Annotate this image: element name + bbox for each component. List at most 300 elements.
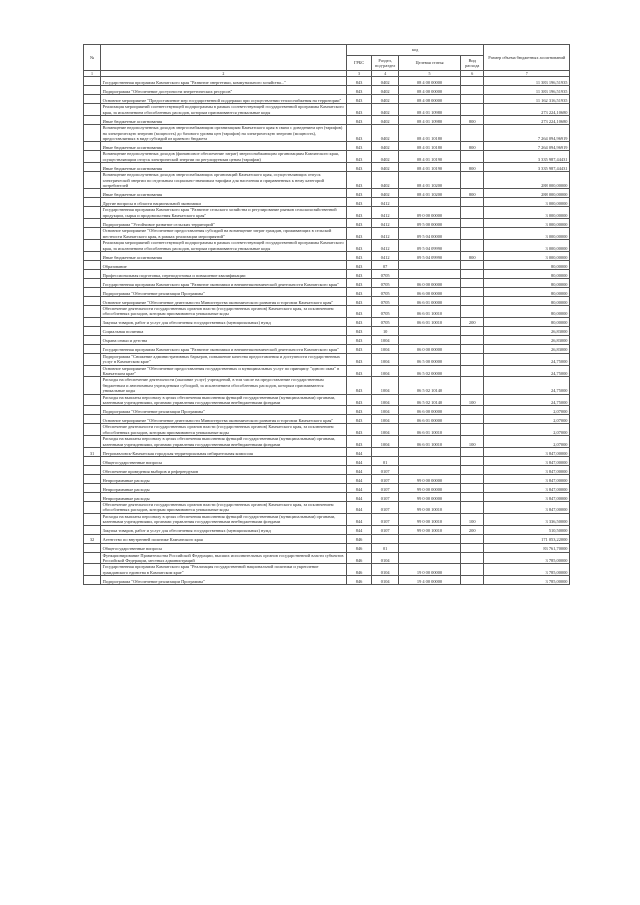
table-row — [84, 493, 570, 502]
row-expense-type — [460, 86, 484, 95]
row-target-article: 06 6 01 00000 — [399, 415, 461, 424]
table-row — [84, 353, 570, 365]
row-razdel: 0107 — [372, 513, 399, 525]
row-expense-type — [460, 564, 484, 576]
row-target-article: 08 4 01 10980 — [399, 116, 461, 125]
row-amount: 26,83000 — [484, 326, 570, 335]
row-razdel: 0412 — [372, 228, 399, 240]
row-amount: 3 336,50000 — [484, 513, 570, 525]
row-grbs: 844 — [346, 475, 372, 484]
row-name: Образование — [101, 260, 347, 269]
row-number — [84, 326, 101, 335]
row-number — [84, 525, 101, 534]
table-row — [84, 278, 570, 287]
row-target-article: 08 4 00 00000 — [399, 86, 461, 95]
row-target-article: 06 5 02 00000 — [399, 365, 461, 377]
row-name: Непрограммные расходы — [101, 484, 347, 493]
row-number: 31 — [84, 448, 101, 457]
budget-rows — [84, 77, 570, 585]
row-grbs: 843 — [346, 251, 372, 260]
row-target-article — [399, 448, 461, 457]
row-amount: 7 264 094,96919 — [484, 125, 570, 142]
row-name: Реализация мероприятий соответствующей подпрограммы в рамках соответствующей государственной программы Камчатского края, за исключением обособленных расходов, которым присваиваются уникальные коды — [101, 240, 347, 252]
row-number — [84, 513, 101, 525]
row-razdel: 1004 — [372, 436, 399, 448]
row-number — [84, 251, 101, 260]
row-amount: 171 053,22000 — [484, 534, 570, 543]
table-row — [84, 189, 570, 198]
row-grbs: 844 — [346, 513, 372, 525]
row-target-article: 06 0 00 00000 — [399, 278, 461, 287]
row-amount: 26,83000 — [484, 335, 570, 344]
row-grbs: 843 — [346, 326, 372, 335]
row-name: Подпрограмма "Обеспечение реализации Программы" — [101, 576, 347, 585]
row-amount: 3 847,00000 — [484, 448, 570, 457]
row-number — [84, 576, 101, 585]
table-row — [84, 552, 570, 564]
table-row — [84, 436, 570, 448]
row-name: Иные бюджетные ассигнования — [101, 116, 347, 125]
row-amount: 3 335 987,44431 — [484, 163, 570, 172]
row-grbs: 843 — [346, 278, 372, 287]
row-number — [84, 172, 101, 189]
table-row — [84, 116, 570, 125]
header-row-top — [84, 45, 570, 56]
row-number — [84, 207, 101, 219]
row-razdel: 0104 — [372, 576, 399, 585]
row-amount: 24,75000 — [484, 365, 570, 377]
row-number — [84, 77, 101, 86]
row-razdel — [372, 448, 399, 457]
row-target-article: 06 6 01 10010 — [399, 317, 461, 326]
index-cell: 2 — [101, 71, 347, 77]
table-row — [84, 484, 570, 493]
row-amount: 2,07000 — [484, 415, 570, 424]
row-grbs: 843 — [346, 163, 372, 172]
header-cs: Целевая статья — [399, 56, 461, 71]
row-target-article: 06 5 00 00000 — [399, 353, 461, 365]
row-target-article — [399, 534, 461, 543]
row-grbs: 843 — [346, 142, 372, 151]
row-razdel: 0412 — [372, 207, 399, 219]
index-cell: 1 — [84, 71, 101, 77]
row-amount: 3 000,00000 — [484, 251, 570, 260]
row-target-article: 06 5 02 10140 — [399, 377, 461, 394]
row-target-article: 09 5 04 09990 — [399, 240, 461, 252]
row-razdel: 0402 — [372, 77, 399, 86]
table-row — [84, 543, 570, 552]
row-grbs: 844 — [346, 448, 372, 457]
row-razdel: 0402 — [372, 172, 399, 189]
table-row — [84, 448, 570, 457]
row-target-article: 99 0 00 10010 — [399, 525, 461, 534]
row-grbs: 843 — [346, 377, 372, 394]
row-amount: 273 224,10680 — [484, 104, 570, 116]
table-row — [84, 335, 570, 344]
row-number — [84, 436, 101, 448]
row-name: Государственная программа Камчатского края "Реализация государственной национальной политики и укрепление гражданского единства в Камчатском крае" — [101, 564, 347, 576]
row-amount: 3 847,00000 — [484, 475, 570, 484]
row-expense-type — [460, 296, 484, 305]
row-expense-type — [460, 484, 484, 493]
row-grbs: 843 — [346, 344, 372, 353]
row-grbs: 843 — [346, 104, 372, 116]
table-row — [84, 287, 570, 296]
table-row — [84, 219, 570, 228]
row-amount: 24,75000 — [484, 353, 570, 365]
row-expense-type — [460, 219, 484, 228]
row-razdel: 0107 — [372, 466, 399, 475]
row-expense-type: 800 — [460, 251, 484, 260]
row-name: Обеспечение деятельности государственных органов власти (государственных органов) Камчатского края, за исключением обособленных расходов, которым присваиваются уникальные коды — [101, 424, 347, 436]
row-razdel: 0107 — [372, 525, 399, 534]
row-amount: 80,00000 — [484, 296, 570, 305]
row-number — [84, 484, 101, 493]
row-expense-type — [460, 305, 484, 317]
row-amount: 80,00000 — [484, 269, 570, 278]
row-target-article: 99 0 00 10010 — [399, 513, 461, 525]
row-grbs: 843 — [346, 116, 372, 125]
row-target-article — [399, 260, 461, 269]
header-vr: Вид расхода — [460, 56, 484, 71]
row-amount: 3 847,00000 — [484, 466, 570, 475]
row-number — [84, 415, 101, 424]
row-grbs: 843 — [346, 189, 372, 198]
row-expense-type — [460, 448, 484, 457]
row-expense-type — [460, 466, 484, 475]
table-row — [84, 326, 570, 335]
row-razdel: 0402 — [372, 116, 399, 125]
row-expense-type — [460, 95, 484, 104]
row-number — [84, 457, 101, 466]
row-target-article: 08 4 01 10980 — [399, 104, 461, 116]
row-target-article: 08 4 01 10190 — [399, 163, 461, 172]
table-row — [84, 207, 570, 219]
row-amount: 3 000,00000 — [484, 198, 570, 207]
row-grbs: 843 — [346, 198, 372, 207]
index-cell: 6 — [460, 71, 484, 77]
row-target-article: 19 4 00 00000 — [399, 576, 461, 585]
row-target-article — [399, 466, 461, 475]
row-name: Закупка товаров, работ и услуг для обеспечения государственных (муниципальных) нужд — [101, 525, 347, 534]
row-grbs: 843 — [346, 207, 372, 219]
row-expense-type — [460, 260, 484, 269]
table-row — [84, 163, 570, 172]
row-number — [84, 116, 101, 125]
row-razdel: 1004 — [372, 377, 399, 394]
row-number — [84, 317, 101, 326]
row-expense-type — [460, 502, 484, 514]
row-name: Государственная программа Камчатского края "Развитие экономики и внешнеэкономической деятельности Камчатского края" — [101, 278, 347, 287]
row-expense-type — [460, 207, 484, 219]
header-grbs: ГРБС — [346, 56, 372, 71]
row-grbs: 843 — [346, 394, 372, 406]
row-expense-type — [460, 406, 484, 415]
row-razdel: 0402 — [372, 151, 399, 163]
row-expense-type: 200 — [460, 317, 484, 326]
table-row — [84, 525, 570, 534]
row-name: Обеспечение деятельности государственных органов власти (государственных органов) Камчатского края, за исключением обособленных расходов, которым присваиваются уникальные коды — [101, 502, 347, 514]
row-grbs: 843 — [346, 365, 372, 377]
row-expense-type — [460, 77, 484, 86]
row-grbs: 843 — [346, 86, 372, 95]
row-target-article: 08 4 01 10200 — [399, 189, 461, 198]
row-razdel: 0107 — [372, 502, 399, 514]
row-name: Профессиональная подготовка, переподготовка и повышение квалификации — [101, 269, 347, 278]
row-razdel: 0104 — [372, 552, 399, 564]
row-name: Основное мероприятие "Обеспечение предоставления государственных и муниципальных услуг по принципу "одного окна" в Камчатском крае" — [101, 365, 347, 377]
row-target-article: 99 0 00 00000 — [399, 475, 461, 484]
table-row — [84, 502, 570, 514]
row-razdel: 0402 — [372, 163, 399, 172]
row-name: Социальная политика — [101, 326, 347, 335]
table-row — [84, 86, 570, 95]
row-name: Обеспечение проведения выборов и референдумов — [101, 466, 347, 475]
row-name: Другие вопросы в области национальной экономики — [101, 198, 347, 207]
row-razdel: 1004 — [372, 406, 399, 415]
row-name: Функционирование Правительства Российской Федерации, высших исполнительных органов государственной власти субъектов Российской Федерации, местных администраций — [101, 552, 347, 564]
table-row — [84, 77, 570, 86]
row-number — [84, 344, 101, 353]
row-amount: 80,00000 — [484, 317, 570, 326]
index-cell: 7 — [484, 71, 570, 77]
index-cell: 4 — [372, 71, 399, 77]
table-row — [84, 564, 570, 576]
budget-table — [83, 44, 570, 585]
row-number — [84, 305, 101, 317]
table-row — [84, 305, 570, 317]
row-amount: 510,50000 — [484, 525, 570, 534]
table-row — [84, 394, 570, 406]
row-target-article: 06 5 02 10140 — [399, 394, 461, 406]
row-amount: 288 000,00000 — [484, 189, 570, 198]
row-expense-type — [460, 104, 484, 116]
row-name: Государственная программа Камчатского края "Развитие сельского хозяйства и регулирование рынков сельскохозяйственной продукции, сырья и продовольствия Камчатского края" — [101, 207, 347, 219]
row-name: Петропавловск-Камчатская городская территориальная избирательная комиссия — [101, 448, 347, 457]
row-grbs: 843 — [346, 406, 372, 415]
row-amount: 3 785,00000 — [484, 576, 570, 585]
row-expense-type — [460, 552, 484, 564]
row-number — [84, 151, 101, 163]
row-name: Иные бюджетные ассигнования — [101, 142, 347, 151]
row-target-article — [399, 198, 461, 207]
table-row — [84, 457, 570, 466]
row-razdel: 0107 — [372, 484, 399, 493]
row-name: Возмещение недополученных доходов энергоснабжающих организаций Камчатского края, осуществляющих отпуск электрической энергии по отдельным социально-значимым тарифам для населения и приравненных к нему категорий потребителей — [101, 172, 347, 189]
table-row — [84, 142, 570, 151]
table-row — [84, 228, 570, 240]
row-name: Государственная программа Камчатского края "Развитие экономики и внешнеэкономической деятельности Камчатского края" — [101, 344, 347, 353]
row-razdel: 01 — [372, 457, 399, 466]
row-name: Общегосударственные вопросы — [101, 543, 347, 552]
row-expense-type: 800 — [460, 163, 484, 172]
row-expense-type — [460, 475, 484, 484]
row-amount: 273 224,10680 — [484, 116, 570, 125]
budget-table-sheet — [83, 44, 570, 585]
row-razdel: 1004 — [372, 424, 399, 436]
row-number — [84, 189, 101, 198]
row-name: Основное мероприятие "Предоставление мер государственной поддержки при осуществлении теплоснабжения на территории" — [101, 95, 347, 104]
row-name: Расходы на выплаты персоналу в целях обеспечения выполнения функций государственными (муниципальными) органами, казенными учреждениями, органами управления государственными внебюджетными фондами — [101, 513, 347, 525]
row-number — [84, 564, 101, 576]
row-razdel: 0107 — [372, 475, 399, 484]
row-grbs: 844 — [346, 457, 372, 466]
row-amount: 11 383 196,51935 — [484, 77, 570, 86]
row-grbs: 843 — [346, 219, 372, 228]
row-grbs: 843 — [346, 415, 372, 424]
row-razdel: 0402 — [372, 104, 399, 116]
table-row — [84, 576, 570, 585]
row-name: Иные бюджетные ассигнования — [101, 189, 347, 198]
index-cell: 3 — [346, 71, 372, 77]
row-expense-type — [460, 457, 484, 466]
row-target-article: 09 5 04 09990 — [399, 251, 461, 260]
row-razdel: 0705 — [372, 296, 399, 305]
row-razdel: 0104 — [372, 564, 399, 576]
table-row — [84, 95, 570, 104]
table-row — [84, 104, 570, 116]
row-grbs: 843 — [346, 151, 372, 163]
row-grbs: 843 — [346, 353, 372, 365]
row-name: Подпрограмма "Снижение административных барьеров, повышение качества предоставления и доступности государственных услуг в Камчатском крае" — [101, 353, 347, 365]
row-name: Подпрограмма "Обеспечение реализации Программы" — [101, 287, 347, 296]
row-razdel: 0402 — [372, 125, 399, 142]
table-row — [84, 513, 570, 525]
row-razdel: 01 — [372, 543, 399, 552]
table-row — [84, 317, 570, 326]
row-grbs: 846 — [346, 552, 372, 564]
row-number — [84, 365, 101, 377]
row-number — [84, 125, 101, 142]
table-row — [84, 365, 570, 377]
row-target-article — [399, 552, 461, 564]
row-expense-type — [460, 240, 484, 252]
row-razdel: 0412 — [372, 251, 399, 260]
row-amount: 3 000,00000 — [484, 207, 570, 219]
row-number — [84, 475, 101, 484]
row-amount: 3 000,00000 — [484, 240, 570, 252]
row-grbs: 846 — [346, 543, 372, 552]
row-expense-type — [460, 365, 484, 377]
row-number — [84, 278, 101, 287]
row-amount: 80,00000 — [484, 278, 570, 287]
row-name: Возмещение недополученных доходов энергоснабжающим организациям Камчатского края в связи с доведением цен (тарифов) на электрическую энергию (мощность) до базового уровня цен (тарифов) на электрическую энергию (мощность), предоставляемых в виде субсидий из краевого бюджета — [101, 125, 347, 142]
row-expense-type — [460, 326, 484, 335]
row-expense-type: 800 — [460, 189, 484, 198]
row-razdel: 0705 — [372, 317, 399, 326]
row-grbs: 844 — [346, 493, 372, 502]
row-number — [84, 219, 101, 228]
row-razdel: 1004 — [372, 344, 399, 353]
row-expense-type: 100 — [460, 513, 484, 525]
row-razdel — [372, 534, 399, 543]
row-amount: 80,00000 — [484, 305, 570, 317]
row-razdel: 0705 — [372, 269, 399, 278]
table-row — [84, 296, 570, 305]
row-target-article: 09 5 00 00000 — [399, 219, 461, 228]
row-name: Непрограммные расходы — [101, 475, 347, 484]
row-grbs: 843 — [346, 436, 372, 448]
row-name: Государственная программа Камчатского края "Развитие энергетики, коммунального хозяйства..." — [101, 77, 347, 86]
row-name: Реализация мероприятий соответствующей подпрограммы в рамках соответствующей государственной программы Камчатского края, за исключением обособленных расходов, которым присваиваются уникальные коды — [101, 104, 347, 116]
row-number — [84, 552, 101, 564]
row-target-article — [399, 335, 461, 344]
row-expense-type: 200 — [460, 525, 484, 534]
row-target-article: 09 0 00 00000 — [399, 207, 461, 219]
index-cell: 5 — [399, 71, 461, 77]
row-amount: 3 785,00000 — [484, 564, 570, 576]
row-grbs: 843 — [346, 77, 372, 86]
row-amount: 2,07000 — [484, 424, 570, 436]
row-number — [84, 335, 101, 344]
row-name: Закупка товаров, работ и услуг для обеспечения государственных (муниципальных) нужд — [101, 317, 347, 326]
row-expense-type — [460, 493, 484, 502]
row-razdel: 0402 — [372, 95, 399, 104]
row-name: Расходы на выплаты персоналу в целях обеспечения выполнения функций государственными (муниципальными) органами, казенными учреждениями, органами управления государственными внебюджетными фондами — [101, 436, 347, 448]
row-razdel: 0402 — [372, 142, 399, 151]
row-amount: 288 000,00000 — [484, 172, 570, 189]
row-grbs: 843 — [346, 305, 372, 317]
row-name: Подпрограмма "Обеспечение реализации Программы" — [101, 406, 347, 415]
row-target-article: 08 4 01 10180 — [399, 125, 461, 142]
row-name: Возмещение недополученных доходов (финансовое обеспечение затрат) энергоснабжающим организациям Камчатского края, осуществляющим отпуск электрической энергии по регулируемым ценам (тарифам) — [101, 151, 347, 163]
row-expense-type: 800 — [460, 142, 484, 151]
row-razdel: 1004 — [372, 394, 399, 406]
row-expense-type: 100 — [460, 394, 484, 406]
row-target-article — [399, 457, 461, 466]
row-amount: 24,75000 — [484, 377, 570, 394]
row-razdel: 0412 — [372, 240, 399, 252]
row-number — [84, 163, 101, 172]
row-target-article: 99 0 00 00000 — [399, 493, 461, 502]
row-amount: 3 785,00000 — [484, 552, 570, 564]
row-amount: 24,75000 — [484, 394, 570, 406]
row-target-article: 19 0 00 00000 — [399, 564, 461, 576]
row-name: Непрограммные расходы — [101, 493, 347, 502]
row-grbs: 843 — [346, 317, 372, 326]
row-grbs: 843 — [346, 240, 372, 252]
row-grbs: 844 — [346, 484, 372, 493]
row-number — [84, 502, 101, 514]
row-name: Основное мероприятие "Обеспечение предоставления субсидий на возмещение затрат граждан, проживающих в сельской местности Камчатского края, в рамках реализации мероприятий" — [101, 228, 347, 240]
row-expense-type — [460, 172, 484, 189]
row-number — [84, 198, 101, 207]
table-row — [84, 466, 570, 475]
row-razdel: 0107 — [372, 493, 399, 502]
table-row — [84, 344, 570, 353]
header-razdel: Раздел, под-раздел — [372, 56, 399, 71]
row-grbs: 844 — [346, 525, 372, 534]
row-grbs: 843 — [346, 172, 372, 189]
row-number — [84, 543, 101, 552]
row-razdel: 07 — [372, 260, 399, 269]
row-expense-type — [460, 278, 484, 287]
row-grbs: 843 — [346, 424, 372, 436]
row-expense-type: 100 — [460, 436, 484, 448]
row-name: Основное мероприятие "Обеспечение деятельности Министерства экономического развития и торговли Камчатского края" — [101, 415, 347, 424]
row-name: Подпрограмма "Обеспечение доступности энергетических ресурсов" — [101, 86, 347, 95]
table-row — [84, 415, 570, 424]
row-amount: 26,83000 — [484, 344, 570, 353]
row-razdel: 0402 — [372, 189, 399, 198]
row-name: Основное мероприятие "Обеспечение деятельности Министерства экономического развития и торговли Камчатского края" — [101, 296, 347, 305]
row-grbs: 844 — [346, 466, 372, 475]
row-razdel: 1004 — [372, 335, 399, 344]
row-number — [84, 296, 101, 305]
row-number — [84, 260, 101, 269]
row-expense-type — [460, 269, 484, 278]
row-amount: 3 847,00000 — [484, 493, 570, 502]
